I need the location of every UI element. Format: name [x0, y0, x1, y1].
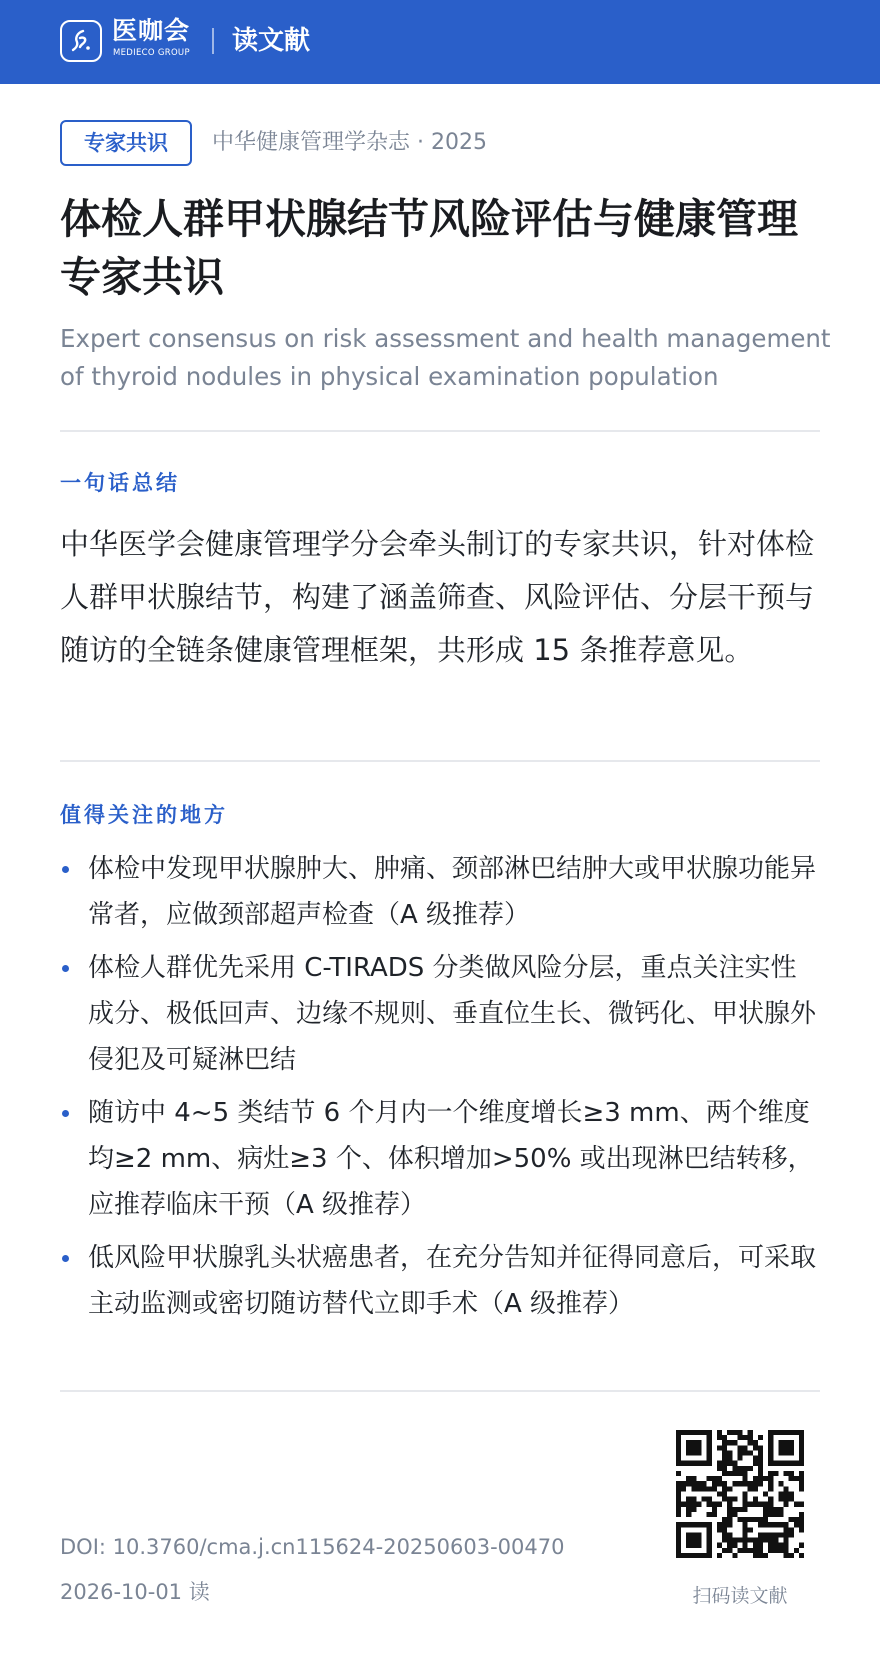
summary-text: 中华医学会健康管理学分会牵头制订的专家共识，针对体检人群甲状腺结节，构建了涵盖筛查、风险评估、分层干预与随访的全链条健康管理框架，共形成 15 条推荐意见。	[60, 527, 815, 667]
divider	[60, 430, 820, 432]
qr-caption: 扫码读文献	[692, 1585, 788, 1607]
list-item: 体检人群优先采用 C-TIRADS 分类做风险分层，重点关注实性成分、极低回声、边缘不规则、垂直位生长、微钙化、甲状腺外侵犯及可疑淋巴结	[60, 945, 820, 1083]
journal-name: 中华健康管理学杂志 · 2025	[212, 130, 487, 155]
list-item: 体检中发现甲状腺肿大、肿痛、颈部淋巴结肿大或甲状腺功能异常者，应做颈部超声检查（A 级推荐）	[60, 846, 820, 938]
header-title: 读文献	[232, 26, 311, 56]
highlights-label: 值得关注的地方	[60, 803, 228, 827]
brand-logo-icon	[60, 20, 102, 62]
divider	[60, 760, 820, 762]
list-item: 低风险甲状腺乳头状癌患者，在充分告知并征得同意后，可采取主动监测或密切随访替代立即手术（A 级推荐）	[60, 1235, 820, 1327]
highlights-list	[60, 846, 820, 1334]
article-english-title: Expert consensus on risk assessment and health management of thyroid nodules in physical examination population	[60, 324, 831, 391]
brand-name: 医咖会	[112, 16, 191, 45]
read-date: 2026-10-01 读	[60, 1580, 210, 1604]
brand-subtitle: MEDIECO GROUP	[113, 48, 190, 58]
top-banner	[0, 0, 880, 84]
qr-code-icon[interactable]	[676, 1430, 804, 1558]
article-title: 体检人群甲状腺结节风险评估与健康管理专家共识	[60, 195, 798, 301]
summary-label: 一句话总结	[60, 471, 180, 495]
list-item: 随访中 4~5 类结节 6 个月内一个维度增长≥3 mm、两个维度均≥2 mm、病灶≥3 个、体积增加>50% 或出现淋巴结转移，应推荐临床干预（A 级推荐）	[60, 1090, 820, 1228]
divider	[60, 1390, 820, 1392]
article-type-badge: 专家共识	[60, 120, 192, 166]
doi-text: DOI: 10.3760/cma.j.cn115624-20250603-00470	[60, 1535, 565, 1559]
header-divider	[212, 28, 214, 54]
